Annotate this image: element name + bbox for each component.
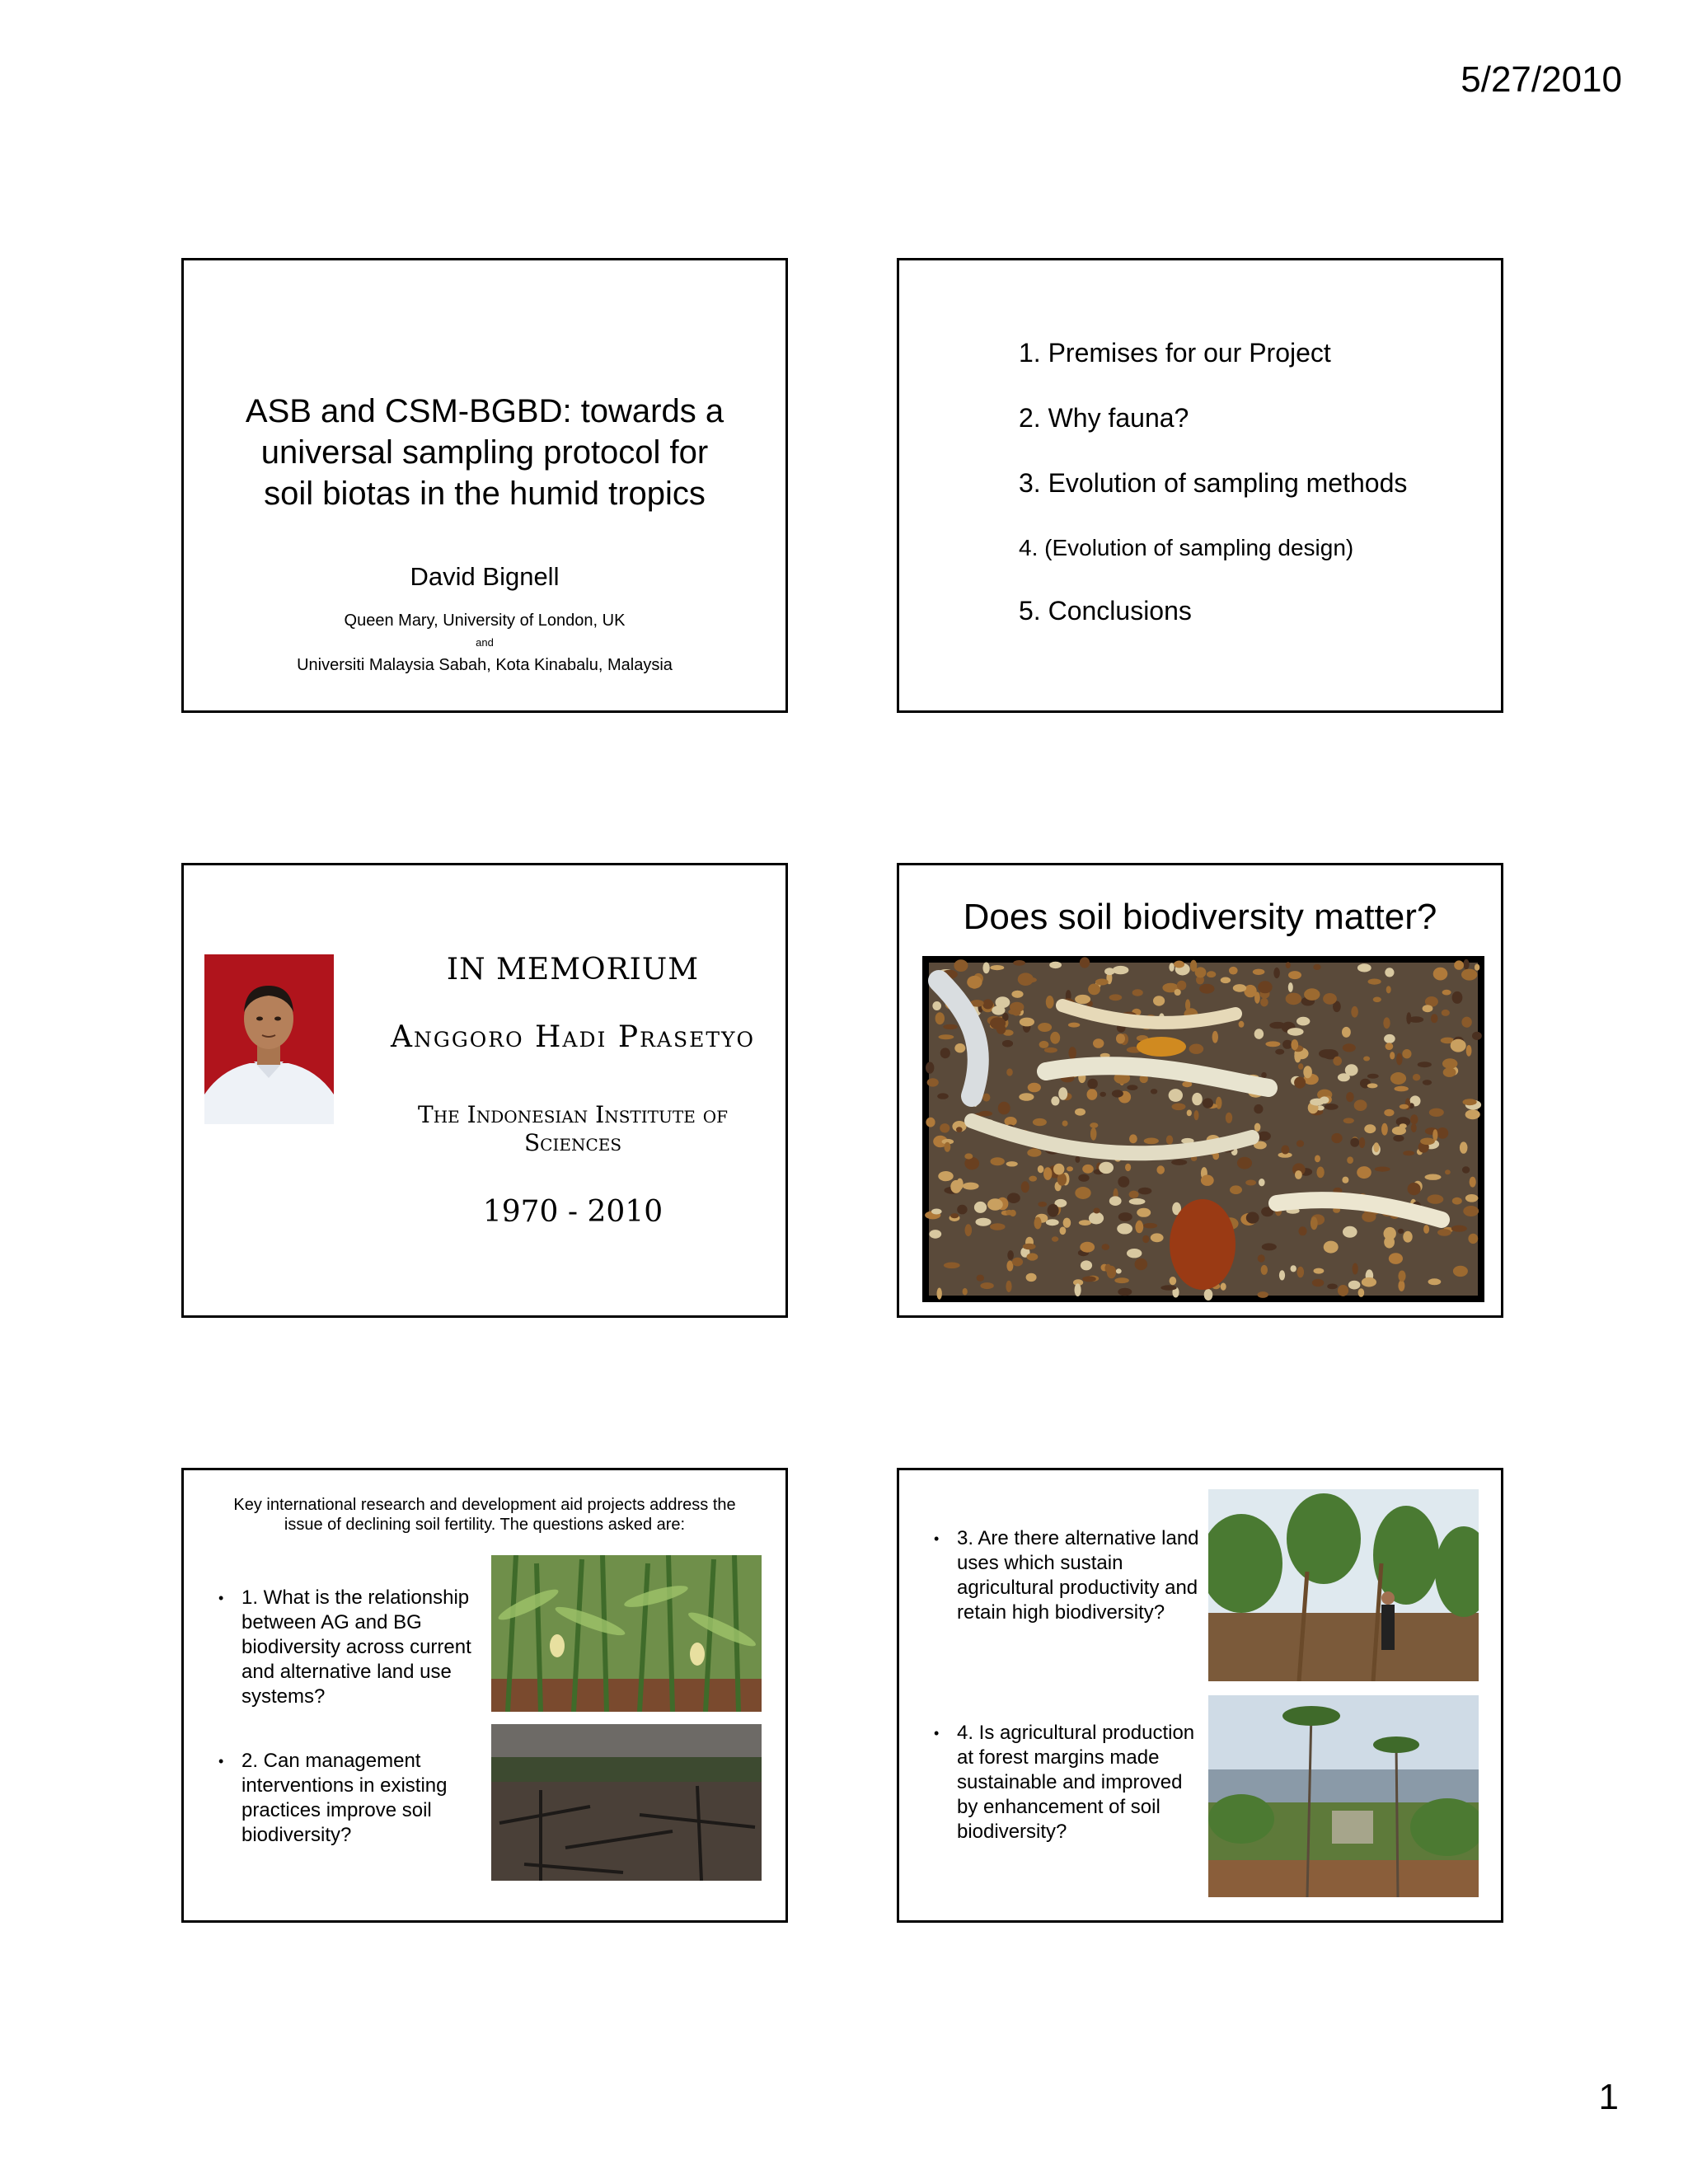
affiliation-1: Queen Mary, University of London, UK bbox=[344, 612, 626, 630]
agenda-item: 3. Evolution of sampling methods bbox=[1019, 468, 1408, 498]
memorium-name: Anggoro Hadi Prasetyo bbox=[390, 1020, 756, 1054]
slide-questions-1 bbox=[181, 1468, 788, 1923]
page-number: 1 bbox=[1598, 2077, 1619, 2117]
intro-text: Key international research and development aid projects address the issue of declining soil fertility. The questions asked are: bbox=[233, 1496, 736, 1534]
burned-forest-photo bbox=[491, 1724, 762, 1881]
question-bullet bbox=[218, 1749, 489, 1848]
question-bullet bbox=[934, 1721, 1200, 1844]
title-line: soil biotas in the humid tropics bbox=[264, 476, 706, 512]
question-text: 1. What is the relationship between AG and BG biodiversity across current and alternative land use systems? bbox=[241, 1586, 471, 1708]
agroforest-photo bbox=[1208, 1489, 1479, 1681]
page-date: 5/27/2010 bbox=[1461, 59, 1622, 100]
question-bullet bbox=[934, 1526, 1200, 1625]
question-text: 3. Are there alternative land uses which sustain agricultural productivity and retain high biodiversity? bbox=[957, 1527, 1199, 1624]
slide-questions-2 bbox=[897, 1468, 1503, 1923]
memorium-years: 1970 - 2010 bbox=[482, 1195, 663, 1229]
bullet-icon: • bbox=[218, 1753, 224, 1769]
affiliation-and: and bbox=[476, 636, 494, 649]
bullet-icon: • bbox=[218, 1590, 224, 1606]
portrait-photo bbox=[204, 954, 334, 1124]
agenda-item: 4. (Evolution of sampling design) bbox=[1019, 535, 1354, 560]
agenda-list bbox=[1019, 336, 1407, 659]
bullet-icon: • bbox=[934, 1725, 940, 1741]
memorium-heading: IN MEMORIUM bbox=[446, 953, 700, 987]
agenda-item: 1. Premises for our Project bbox=[1019, 338, 1331, 368]
presentation-title bbox=[184, 391, 785, 514]
maize-field-photo bbox=[491, 1555, 762, 1712]
question-bullet bbox=[218, 1586, 489, 1709]
forest-margin-photo bbox=[1208, 1695, 1479, 1897]
memorium-institute: The Indonesian Institute of Sciences bbox=[418, 1101, 728, 1156]
title-line: ASB and CSM-BGBD: towards a bbox=[245, 393, 724, 429]
title-line: universal sampling protocol for bbox=[260, 434, 709, 471]
slide-title bbox=[181, 258, 788, 713]
author-name: David Bignell bbox=[410, 562, 560, 591]
slide-agenda bbox=[897, 258, 1503, 713]
slide-memorium bbox=[181, 863, 788, 1318]
slide-heading: Does soil biodiversity matter? bbox=[963, 897, 1437, 937]
question-text: 4. Is agricultural production at forest margins made sustainable and improved by enhancement of soil biodiversity? bbox=[957, 1722, 1195, 1843]
bullet-icon: • bbox=[934, 1530, 940, 1547]
question-text: 2. Can management interventions in existing practices improve soil biodiversity? bbox=[241, 1750, 448, 1846]
agenda-item: 2. Why fauna? bbox=[1019, 403, 1189, 433]
affiliation-2: Universiti Malaysia Sabah, Kota Kinabalu, Malaysia bbox=[297, 656, 673, 674]
slide-biodiversity bbox=[897, 863, 1503, 1318]
soil-fauna-photo bbox=[922, 956, 1484, 1302]
agenda-item: 5. Conclusions bbox=[1019, 596, 1192, 626]
